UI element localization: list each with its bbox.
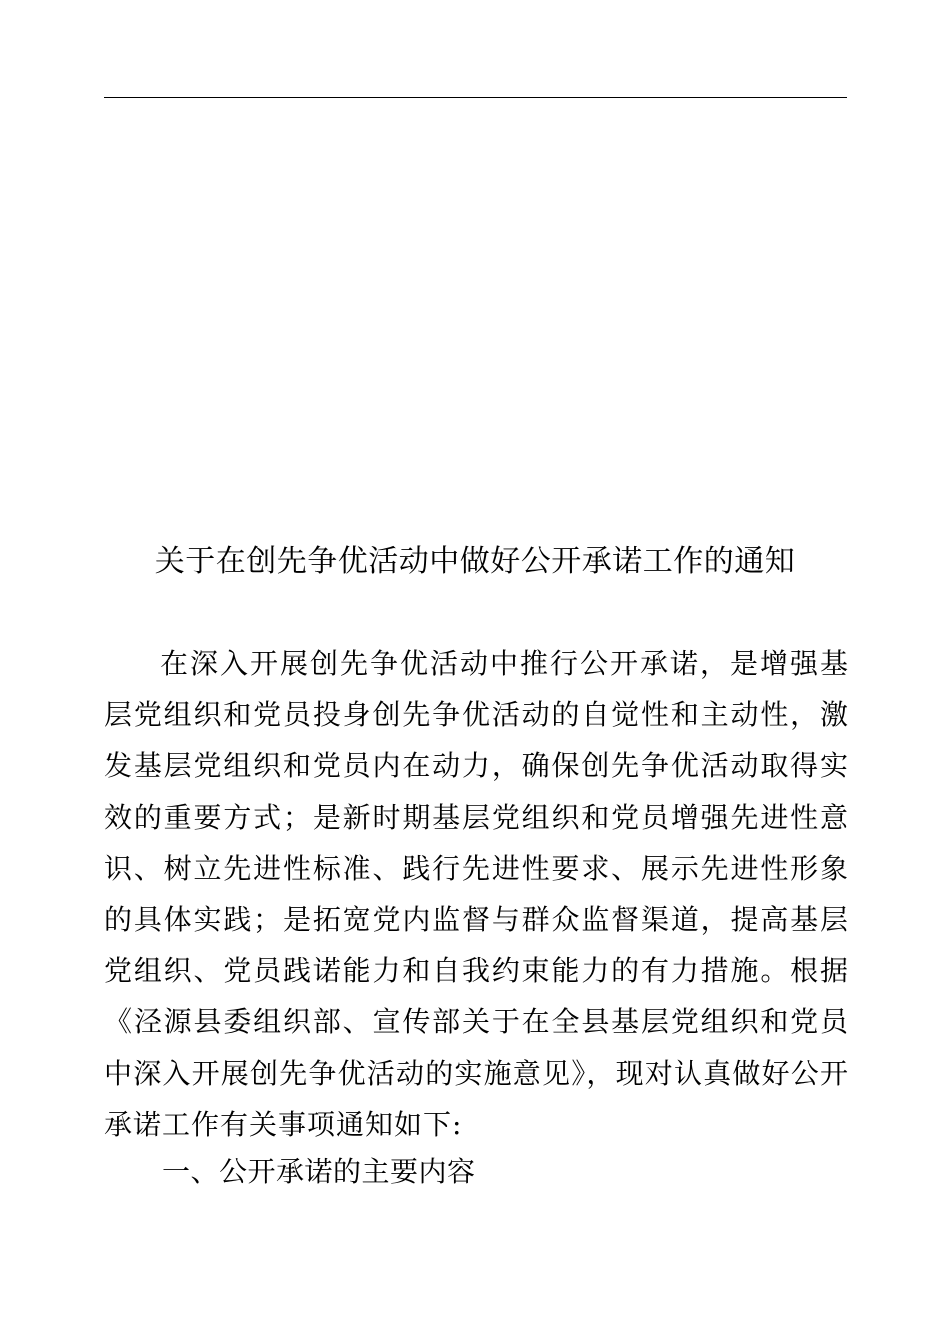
section-heading: 一、公开承诺的主要内容 xyxy=(162,1155,476,1188)
header-rule xyxy=(104,97,847,98)
body-paragraph: 在深入开展创先争优活动中推行公开承诺，是增强基层党组织和党员投身创先争优活动的自觉性和主动性，激发基层党组织和党员内在动力，确保创先争优活动取得实效的重要方式；是新时期基层党组织和党员增强先进性意识、树立先进性标准、践行先进性要求、展示先进性形象的具体实践；是拓宽党内监督与群众监督渠道，提高基层党组织、党员践诺能力和自我约束能力的有力措施。根据《泾源县委组织部、宣传部关于在全县基层党组织和党员中深入开展创先争优活动的实施意见》，现对认真做好公开承诺工作有关事项通知如下: xyxy=(104,647,849,1141)
document-title: 关于在创先争优活动中做好公开承诺工作的通知 xyxy=(154,544,796,579)
